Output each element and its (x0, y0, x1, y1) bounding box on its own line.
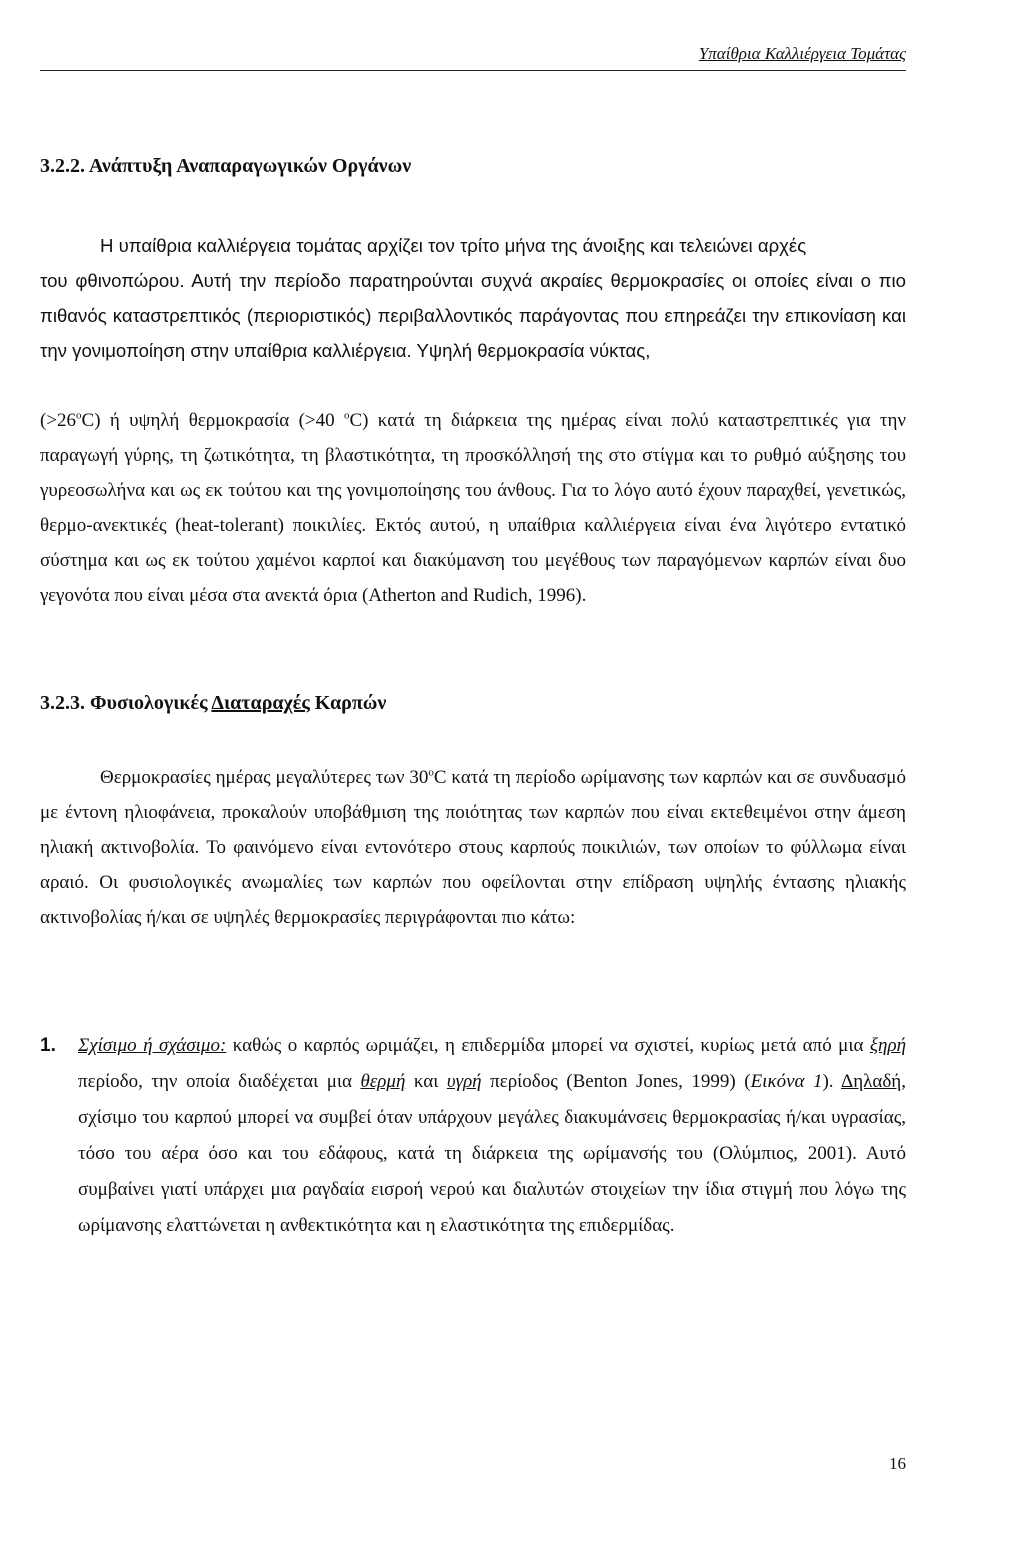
text-part: και (405, 1071, 447, 1092)
text-part: C κατά τη περίοδο ωρίμανσης των καρπών και σε συνδυασμό με έντονη ηλιοφάνεια, προκαλούν υποβάθμιση της ποιότητας των καρπών που είναι εκτεθειμένοι στην άμεση ηλιακή ακτινοβολία. Το φαινόμενο είναι εντονότερο στους καρπούς ποικιλιών, των οποίων το φύλλωμα είναι αραιό. Οι φυσιολογικές ανωμαλίες των καρπών που οφείλονται στην επίδραση υψηλής έντασης ηλιακής ακτινοβολίας ή/και σε υψηλές θερμοκρασίες περιγράφονται πιο κάτω: (40, 767, 906, 928)
italic-word: ξηρή (869, 1035, 907, 1056)
running-header-title: Υπαίθρια Καλλιέργεια Τομάτας (698, 44, 906, 63)
heading-word: Φυσιολογικές (90, 692, 212, 714)
heading-word: Καρπών (309, 692, 387, 714)
paragraph-first-line: Η υπαίθρια καλλιέργεια τομάτας αρχίζει τον τρίτο μήνα της άνοιξης και τελειώνει αρχές (100, 235, 807, 256)
text-part: Θερμοκρασίες ημέρας μεγαλύτερες των 30 (100, 767, 429, 788)
text-part: περίοδος (Benton Jones, 1999) ( (481, 1071, 751, 1092)
list-item-body (78, 1028, 906, 1244)
page-number: 16 (889, 1454, 906, 1473)
running-header (40, 44, 906, 71)
paragraph-fruit-disorders (40, 760, 906, 935)
text-part: , σχίσιμο του καρπού μπορεί να συμβεί όταν υπάρχουν μεγάλες διακυμάνσεις θερμοκρασίας ή/και υγρασίας, τόσο του αέρα όσο και του εδάφους, κατά τη διάρκεια της ωρίμανσής του (Ολύμπιος, 2001). Αυτό συμβαίνει γιατί υπάρχει μια ραγδαία εισροή νερού και διαλυτών στοιχείων την ίδια στιγμή που λόγω της ωρίμανσης ελαττώνεται η ανθεκτικότητα και η ελαστικότητα της επιδερμίδας. (78, 1071, 906, 1236)
list-number: 1. (40, 1035, 56, 1056)
term-italic: Σχίσιμο ή σχάσιμο: (78, 1035, 227, 1056)
section-heading-3-2-2: 3.2.2. Ανάπτυξη Αναπαραγωγικών Οργάνων (40, 155, 412, 177)
text-part: C) κατά τη διάρκεια της ημέρας είναι πολύ καταστρεπτικές για την παραγωγή γύρης, τη ζωτικότητα, τη βλαστικότητα, τη προσκόλλησή της στο στίγμα και το ρυθμό αύξησης του γυρεοσωλήνα και ως εκ τούτου και της γονιμοποίησης του άνθους. Για το λόγο αυτό έχουν παραχθεί, γενετικώς, θερμο-ανεκτικές (heat-tolerant) ποικιλίες. Εκτός αυτού, η υπαίθρια καλλιέργεια είναι ένα λιγότερο εντατικό σύστημα και ως εκ τούτου χαμένοι καρποί και διακύμανση του μεγέθους των παραγόμενων καρπών είναι δυο γεγονότα που είναι μέσα στα ανεκτά όρια (Atherton and Rudich, 1996). (40, 410, 907, 606)
text-part: καθώς ο καρπός ωριμάζει, η επιδερμίδα μπορεί να σχιστεί, κυρίως μετά από μια (226, 1035, 870, 1056)
heading-word-underlined: Διαταραχές (211, 692, 310, 714)
degree-symbol: o (343, 409, 350, 422)
heading-number: 3.2.3. (40, 692, 90, 714)
list-item-cracking (40, 1028, 906, 1244)
text-part: (>26 (40, 410, 77, 431)
section-heading-3-2-3 (40, 692, 386, 715)
italic-word: υγρή (446, 1071, 482, 1092)
paragraph-heat-damage (40, 403, 906, 613)
text-part: C) ή υψηλή θερμοκρασία (>40 (81, 410, 344, 431)
text-part: περίοδο, την οποία διαδέχεται μια (78, 1071, 361, 1092)
underlined-word: Δηλαδή (841, 1071, 902, 1092)
text-part: ). (822, 1071, 842, 1092)
italic-word: θερμή (360, 1071, 406, 1092)
paragraph-temperature-pollination: του φθινοπώρου. Αυτή την περίοδο παρατηρούνται συχνά ακραίες θερμοκρασίες οι οποίες είναι ο πιο πιθανός καταστρεπτικός (περιοριστικός) περιβαλλοντικός παράγοντας που επηρεάζει την επικονίαση και την γονιμοποίηση στην υπαίθρια καλλιέργεια. Υψηλή θερμοκρασία νύκτας, (40, 270, 906, 361)
figure-reference: Εικόνα 1 (750, 1071, 823, 1092)
degree-symbol: o (76, 409, 82, 422)
degree-symbol: o (428, 766, 434, 779)
